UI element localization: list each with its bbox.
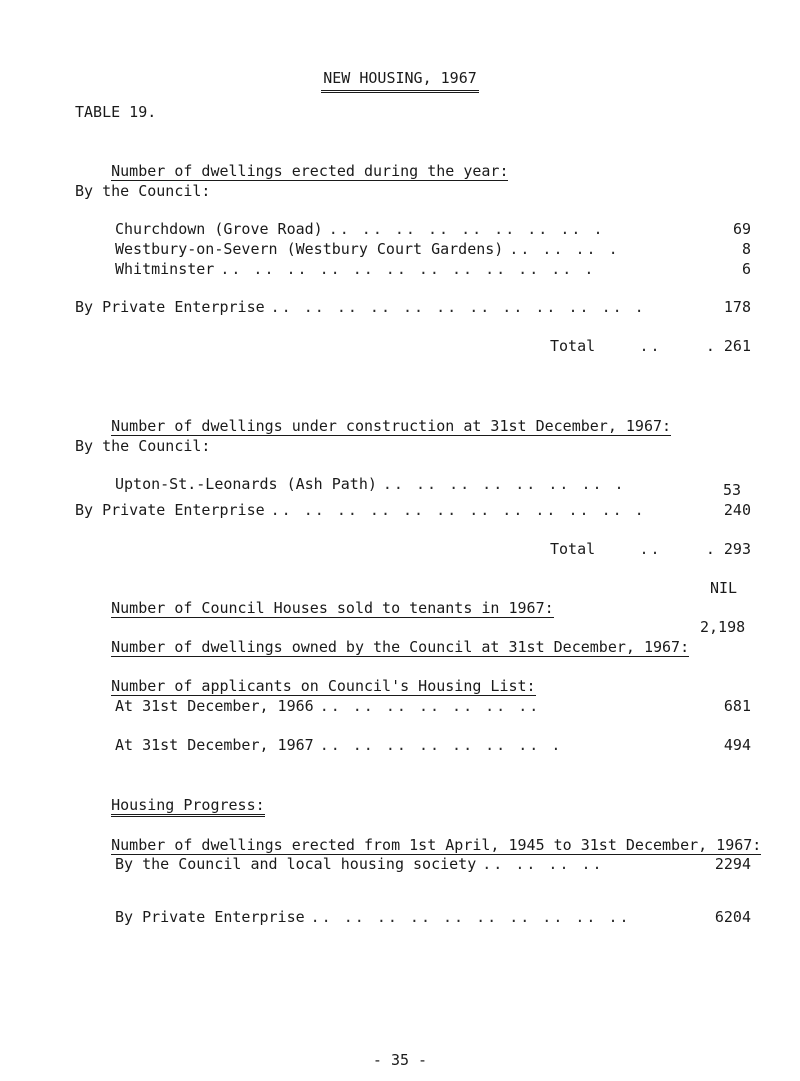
page-title: [0, 68, 800, 93]
applicants-item-1966: At 31st December, 1966 .. .. .. .. .. .. .. 681: [115, 697, 751, 715]
progress-heading: Housing Progress:: [75, 775, 265, 835]
owned-heading: Number of dwellings owned by the Council at 31st December, 1967:: [111, 638, 690, 656]
erected-heading: Number of dwellings erected during the year:: [111, 162, 509, 180]
table-label: TABLE 19.: [75, 103, 157, 121]
progress-item-private: By Private Enterprise .. .. .. .. .. .. .. .. .. .. 6204: [115, 908, 751, 926]
construction-total: Total .. . 293: [550, 540, 751, 558]
erected-item-westbury: Westbury-on-Severn (Westbury Court Gardens) .. .. .. . 8: [115, 240, 751, 258]
erected-total: Total .. . 261: [550, 337, 751, 355]
erected-council-label: By the Council:: [75, 182, 211, 200]
construction-item-upton: Upton-St.-Leonards (Ash Path) .. .. .. .. .. .. .. . 53: [115, 475, 741, 499]
applicants-item-1967: At 31st December, 1967 .. .. .. .. .. .. .. . 494: [115, 736, 751, 754]
progress-subheading: Number of dwellings erected from 1st April, 1945 to 31st December, 1967:: [111, 836, 762, 854]
construction-private-enterprise: By Private Enterprise .. .. .. .. .. .. .. .. .. .. .. . 240: [75, 501, 751, 519]
progress-item-council: By the Council and local housing society .. .. .. .. 2294: [115, 855, 751, 873]
owned-value: 2,198: [700, 618, 746, 636]
applicants-heading: Number of applicants on Council's Housing List:: [111, 677, 536, 695]
construction-council-label: By the Council:: [75, 437, 211, 455]
page-title-text: NEW HOUSING, 1967: [321, 68, 479, 93]
sold-heading: Number of Council Houses sold to tenants in 1967:: [111, 599, 554, 617]
construction-heading: Number of dwellings under construction at 31st December, 1967:: [111, 417, 672, 435]
page-number: - 35 -: [372, 1051, 428, 1069]
erected-item-whitminster: Whitminster .. .. .. .. .. .. .. .. .. .. .. . 6: [115, 260, 751, 278]
erected-private-enterprise: By Private Enterprise .. .. .. .. .. .. .. .. .. .. .. . 178: [75, 298, 751, 316]
sold-value: NIL: [710, 579, 738, 597]
erected-item-churchdown: Churchdown (Grove Road) .. .. .. .. .. .. .. .. . 69: [115, 220, 751, 238]
